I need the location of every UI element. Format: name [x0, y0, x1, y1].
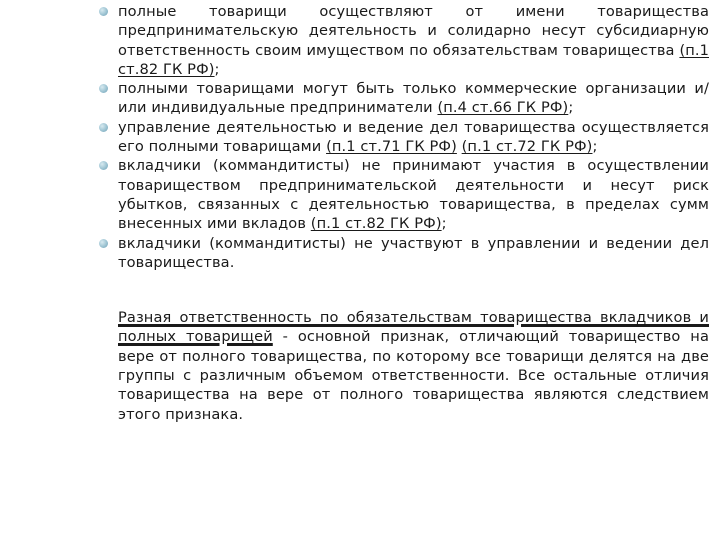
bullet-text: вкладчики (коммандитисты) не принимают участия в осуществлении товариществом предпринимательской деятельности и несут риск убытков, связанных с деятельностью товарищества, в пределах сумм внесенных ими вкладов — [118, 157, 709, 233]
bullet-text: управление деятельностью и ведение дел товарищества осуществляется его полными товарищами — [118, 118, 709, 156]
list-item — [97, 2, 709, 79]
bullet-dot-icon — [99, 123, 108, 132]
list-item — [97, 156, 709, 233]
law-reference: (п.1 ст.72 ГК РФ) — [461, 138, 593, 156]
list-item — [97, 79, 709, 118]
law-reference: (п.1 ст.82 ГК РФ) — [310, 215, 442, 233]
bullet-dot-icon — [99, 84, 108, 93]
bullet-dot-icon — [99, 7, 108, 16]
law-reference: (п.4 ст.66 ГК РФ) — [437, 99, 569, 117]
list-item — [97, 118, 709, 157]
bullet-tail: ; — [592, 138, 598, 156]
bullet-text: полные товарищи осуществляют от имени товарищества предпринимательскую деятельность и солидарно несут субсидиарную ответственность своим имуществом по обязательствам товарищества — [118, 3, 709, 59]
bullet-text: полными товарищами могут быть только коммерческие организации и/или индивидуальные предприниматели — [118, 80, 709, 117]
paragraph-rest: - основной признак, отличающий товарищество на вере от полного товарищества, по которому все товарищи делятся на две группы с различным объемом ответственности. Все остальные отличия товарищества на вере от полного товарищества являются следствием этого признака. — [118, 328, 709, 423]
slide-content — [97, 2, 709, 439]
law-reference: (п.1 ст.82 ГК РФ) — [118, 41, 709, 78]
list-item — [97, 234, 709, 273]
bullet-tail: ; — [568, 99, 574, 117]
conclusion-paragraph — [97, 308, 709, 424]
bullet-dot-icon — [99, 161, 108, 170]
bullet-text: вкладчики (коммандитисты) не участвуют в управлении и ведении дел товарищества. — [118, 234, 709, 271]
bullet-tail: ; — [214, 60, 220, 78]
bullet-list — [97, 2, 709, 272]
bullet-tail: ; — [441, 215, 447, 233]
bullet-dot-icon — [99, 239, 108, 248]
key-phrase: Разная ответственность по обязательствам товарищества вкладчиков и полных товарищей — [118, 309, 709, 346]
law-reference: (п.1 ст.71 ГК РФ) — [326, 138, 457, 156]
